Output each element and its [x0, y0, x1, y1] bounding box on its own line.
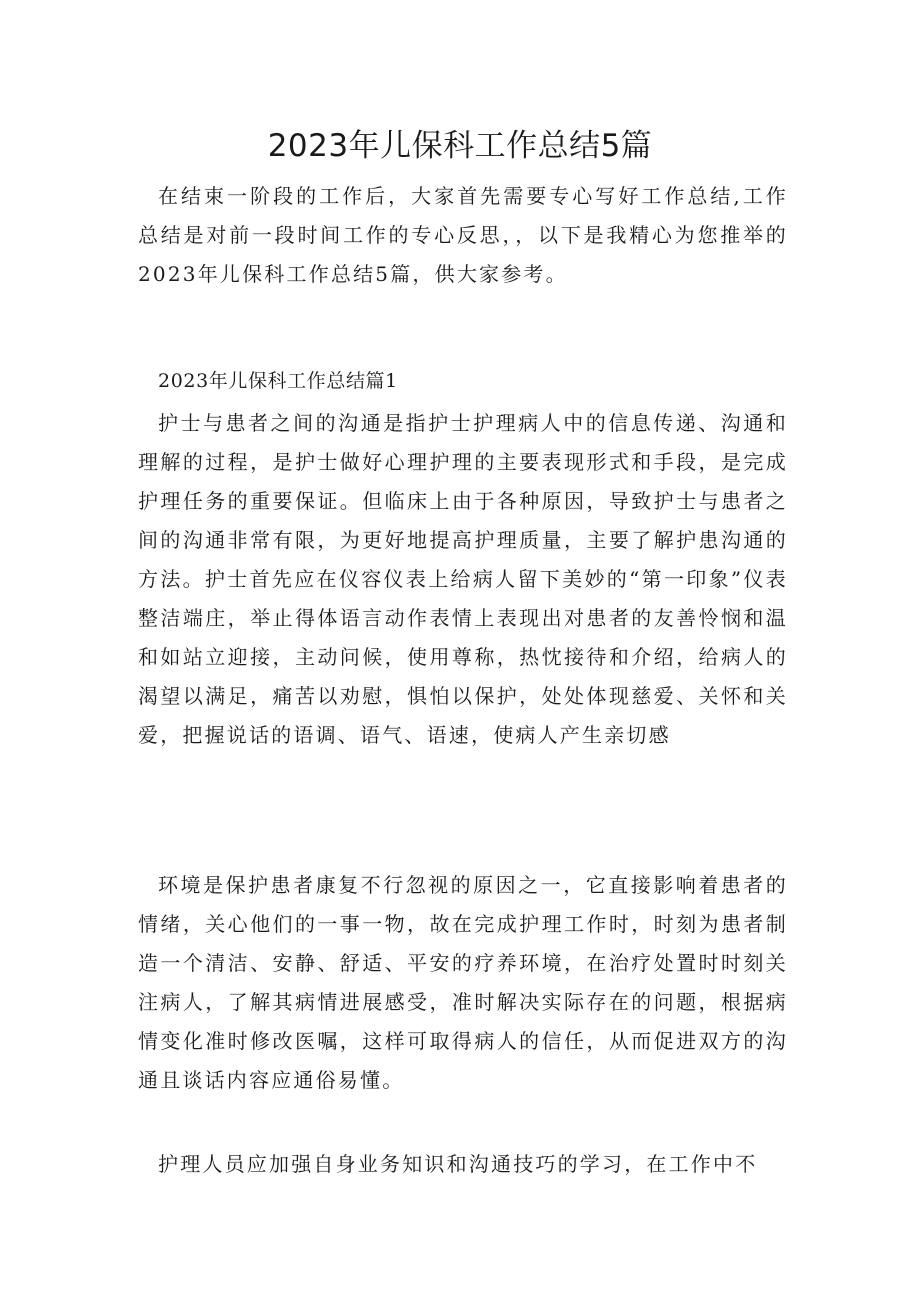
intro-paragraph: 在结束一阶段的工作后，大家首先需要专心写好工作总结,工作总结是对前一段时间工作的专心反思，，以下是我精心为您推举的2023年儿保科工作总结5篇，供大家参考。 [138, 184, 788, 286]
body-paragraph-2: 环境是保护患者康复不行忽视的原因之一，它直接影响着患者的情绪，关心他们的一事一物，故在完成护理工作时，时刻为患者制造一个清洁、安静、舒适、平安的疗养环境，在治疗处置时时刻关注病人，了解其病情进展感受，准时解决实际存在的问题，根据病情变化准时修改医嘱，这样可取得病人的信任，从而促进双方的沟通且谈话内容应通俗易懂。 [138, 873, 788, 1092]
document-title: 2023年儿保科工作总结5篇 [267, 128, 653, 164]
body-paragraph-3: 护理人员应加强自身业务知识和沟通技巧的学习，在工作中不 [158, 1152, 758, 1176]
section-heading: 2023年儿保科工作总结篇1 [158, 370, 398, 392]
body-paragraph-1: 护士与患者之间的沟通是指护士护理病人中的信息传递、沟通和理解的过程，是护士做好心理护理的主要表现形式和手段，是完成护理任务的重要保证。但临床上由于各种原因，导致护士与患者之间的沟通非常有限，为更好地提高护理质量，主要了解护患沟通的方法。护士首先应在仪容仪表上给病人留下美妙的“第一印象”仪表整洁端庄，举止得体语言动作表情上表现出对患者的友善怜悯和温和如站立迎接，主动问候，使用尊称，热忱接待和介绍，给病人的渴望以满足，痛苦以劝慰，惧怕以保护，处处体现慈爱、关怀和关爱，把握说话的语调、语气、语速，使病人产生亲切感 [138, 411, 788, 747]
